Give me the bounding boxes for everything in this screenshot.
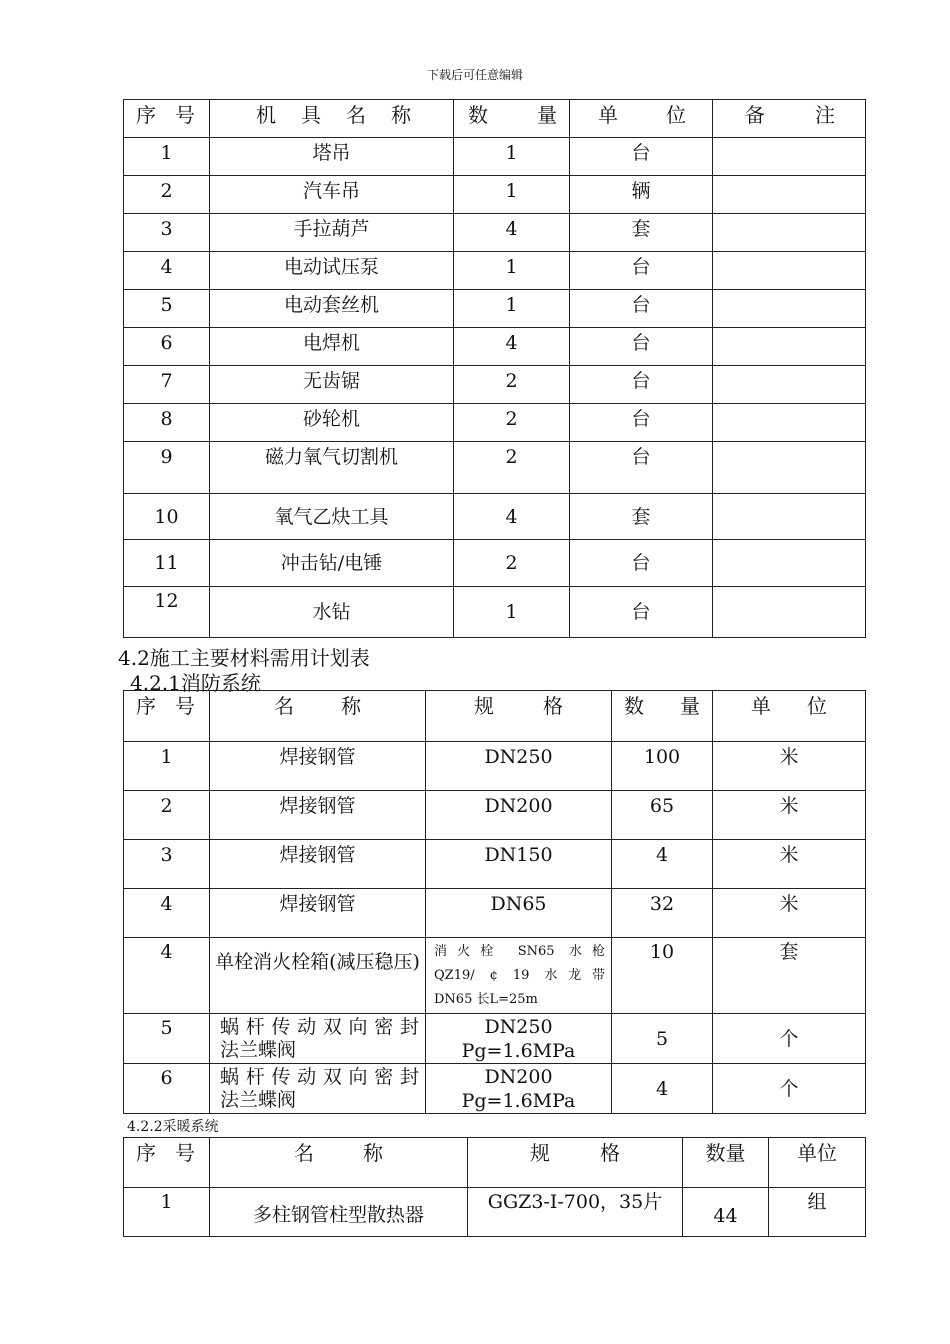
cell-unit: 米: [713, 840, 866, 889]
table-row: [124, 1188, 866, 1237]
table-row: [124, 494, 866, 540]
hydrant-spec-line: QZ19/ ¢ 19 水龙带: [434, 968, 605, 983]
cell-name: 塔吊: [210, 138, 454, 176]
cell-remark: [713, 366, 866, 404]
cell-qty: 5: [612, 1014, 713, 1064]
cell-name: [210, 1014, 426, 1064]
cell-unit: 辆: [570, 176, 713, 214]
table-row: [124, 366, 866, 404]
section-heading-4-2-1: 4.2.1消防系统: [130, 671, 261, 695]
cell-remark: [713, 252, 866, 290]
heating-system-table: [123, 1137, 866, 1237]
header-index: 序 号: [124, 691, 210, 742]
cell-qty: 4: [612, 1064, 713, 1114]
table-row: [124, 214, 866, 252]
equipment-table: [123, 99, 866, 638]
valve-name-line: 法兰蝶阀: [220, 1088, 297, 1111]
cell-index: 6: [124, 1064, 210, 1114]
cell-name: 无齿锯: [210, 366, 454, 404]
cell-index: 4: [124, 938, 210, 1014]
cell-unit: 台: [570, 442, 713, 494]
cell-unit: 台: [570, 587, 713, 638]
cell-unit: 套: [570, 214, 713, 252]
cell-unit: 米: [713, 889, 866, 938]
cell-remark: [713, 494, 866, 540]
valve-name-line: 蜗杆传动双向密封: [220, 1065, 419, 1088]
cell-qty: 1: [454, 587, 570, 638]
cell-index: 1: [124, 742, 210, 791]
cell-spec: DN65: [426, 889, 612, 938]
cell-qty: 1: [454, 176, 570, 214]
cell-index: 2: [124, 176, 210, 214]
cell-name: 焊接钢管: [210, 791, 426, 840]
cell-name: 焊接钢管: [210, 889, 426, 938]
cell-remark: [713, 404, 866, 442]
cell-remark: [713, 138, 866, 176]
header-qty: 数量: [683, 1138, 769, 1188]
cell-qty: 4: [612, 840, 713, 889]
cell-index: 5: [124, 1014, 210, 1064]
cell-unit: 米: [713, 742, 866, 791]
header-name: 名 称: [210, 691, 426, 742]
cell-index: 7: [124, 366, 210, 404]
cell-unit: 台: [570, 252, 713, 290]
cell-index: 11: [124, 540, 210, 587]
cell-qty: 4: [454, 328, 570, 366]
cell-name: 冲击钻/电锤: [210, 540, 454, 587]
table-row: [124, 252, 866, 290]
cell-index: 1: [124, 1188, 210, 1237]
table-row: [124, 587, 866, 638]
cell-unit: 台: [570, 366, 713, 404]
cell-spec: DN250 Pg=1.6MPa: [426, 1014, 612, 1064]
cell-remark: [713, 214, 866, 252]
table-row: [124, 1014, 866, 1064]
header-qty: 数 量: [612, 691, 713, 742]
cell-name: 多柱钢管柱型散热器: [210, 1188, 468, 1237]
cell-unit: 组: [769, 1188, 866, 1237]
cell-name: 电动试压泵: [210, 252, 454, 290]
cell-index: 5: [124, 290, 210, 328]
table-row: [124, 328, 866, 366]
header-name: 机 具 名 称: [210, 100, 454, 138]
cell-index: 3: [124, 840, 210, 889]
cell-unit: 台: [570, 328, 713, 366]
cell-qty: 2: [454, 404, 570, 442]
header-unit: 单 位: [570, 100, 713, 138]
fire-system-table: [123, 690, 866, 1114]
cell-name: 电动套丝机: [210, 290, 454, 328]
table-row: [124, 742, 866, 791]
cell-name: 手拉葫芦: [210, 214, 454, 252]
table-row: [124, 138, 866, 176]
equipment-header-row: [124, 100, 866, 138]
cell-name: [210, 1064, 426, 1114]
cell-remark: [713, 176, 866, 214]
cell-qty: 1: [454, 252, 570, 290]
cell-spec: DN200 Pg=1.6MPa: [426, 1064, 612, 1114]
header-index: 序 号: [124, 1138, 210, 1188]
cell-name: 氧气乙炔工具: [210, 494, 454, 540]
cell-unit: 米: [713, 791, 866, 840]
cell-index: 4: [124, 889, 210, 938]
header-qty: 数 量: [454, 100, 570, 138]
header-note: 下载后可任意编辑: [426, 68, 523, 82]
cell-index: 9: [124, 442, 210, 494]
cell-unit: 个: [713, 1064, 866, 1114]
cell-index: 10: [124, 494, 210, 540]
table-row: [124, 840, 866, 889]
cell-remark: [713, 442, 866, 494]
header-name: 名 称: [210, 1138, 468, 1188]
cell-spec: DN150: [426, 840, 612, 889]
header-unit: 单 位: [713, 691, 866, 742]
cell-name: 焊接钢管: [210, 840, 426, 889]
cell-name: 磁力氧气切割机: [210, 442, 454, 494]
section-heading-4-2: 4.2施工主要材料需用计划表: [118, 646, 370, 670]
table-row: [124, 442, 866, 494]
cell-index: 4: [124, 252, 210, 290]
cell-qty: 32: [612, 889, 713, 938]
header-unit: 单位: [769, 1138, 866, 1188]
cell-spec: DN200: [426, 791, 612, 840]
table-row: [124, 290, 866, 328]
hydrant-spec-line: DN65 长L=25m: [434, 992, 538, 1007]
fire-header-row: [124, 691, 866, 742]
cell-unit: 台: [570, 404, 713, 442]
cell-spec: [426, 938, 612, 1014]
cell-unit: 个: [713, 1014, 866, 1064]
table-row: [124, 1064, 866, 1114]
valve-name-line: 蜗杆传动双向密封: [220, 1015, 419, 1038]
cell-name: 单栓消火栓箱(减压稳压): [210, 938, 426, 1014]
cell-name: 焊接钢管: [210, 742, 426, 791]
cell-index: 8: [124, 404, 210, 442]
cell-qty: 2: [454, 366, 570, 404]
cell-qty: 10: [612, 938, 713, 1014]
cell-qty: 100: [612, 742, 713, 791]
cell-qty: 1: [454, 290, 570, 328]
section-heading-4-2-2: 4.2.2采暖系统: [127, 1119, 219, 1135]
cell-qty: 44: [683, 1188, 769, 1237]
cell-spec: GGZ3-Ⅰ-700，35片: [468, 1188, 683, 1237]
header-index: 序 号: [124, 100, 210, 138]
cell-qty: 2: [454, 540, 570, 587]
cell-remark: [713, 540, 866, 587]
cell-name: 砂轮机: [210, 404, 454, 442]
cell-unit: 台: [570, 290, 713, 328]
cell-qty: 4: [454, 494, 570, 540]
header-spec: 规 格: [468, 1138, 683, 1188]
table-row: [124, 791, 866, 840]
table-row: [124, 540, 866, 587]
cell-unit: 套: [570, 494, 713, 540]
cell-index: 3: [124, 214, 210, 252]
cell-qty: 4: [454, 214, 570, 252]
heating-header-row: [124, 1138, 866, 1188]
cell-qty: 2: [454, 442, 570, 494]
hydrant-spec-line: 消火栓 SN65 水枪: [434, 944, 605, 959]
table-row: [124, 176, 866, 214]
cell-index: 6: [124, 328, 210, 366]
cell-remark: [713, 290, 866, 328]
cell-index: 12: [124, 587, 210, 638]
table-row: [124, 938, 866, 1014]
cell-unit: 台: [570, 540, 713, 587]
cell-index: 1: [124, 138, 210, 176]
cell-name: 汽车吊: [210, 176, 454, 214]
cell-spec: DN250: [426, 742, 612, 791]
cell-qty: 1: [454, 138, 570, 176]
cell-qty: 65: [612, 791, 713, 840]
header-spec: 规 格: [426, 691, 612, 742]
cell-unit: 套: [713, 938, 866, 1014]
table-row: [124, 889, 866, 938]
cell-remark: [713, 587, 866, 638]
cell-name: 水钻: [210, 587, 454, 638]
cell-index: 2: [124, 791, 210, 840]
table-row: [124, 404, 866, 442]
cell-unit: 台: [570, 138, 713, 176]
header-remark: 备 注: [713, 100, 866, 138]
cell-name: 电焊机: [210, 328, 454, 366]
cell-remark: [713, 328, 866, 366]
valve-name-line: 法兰蝶阀: [220, 1038, 297, 1061]
